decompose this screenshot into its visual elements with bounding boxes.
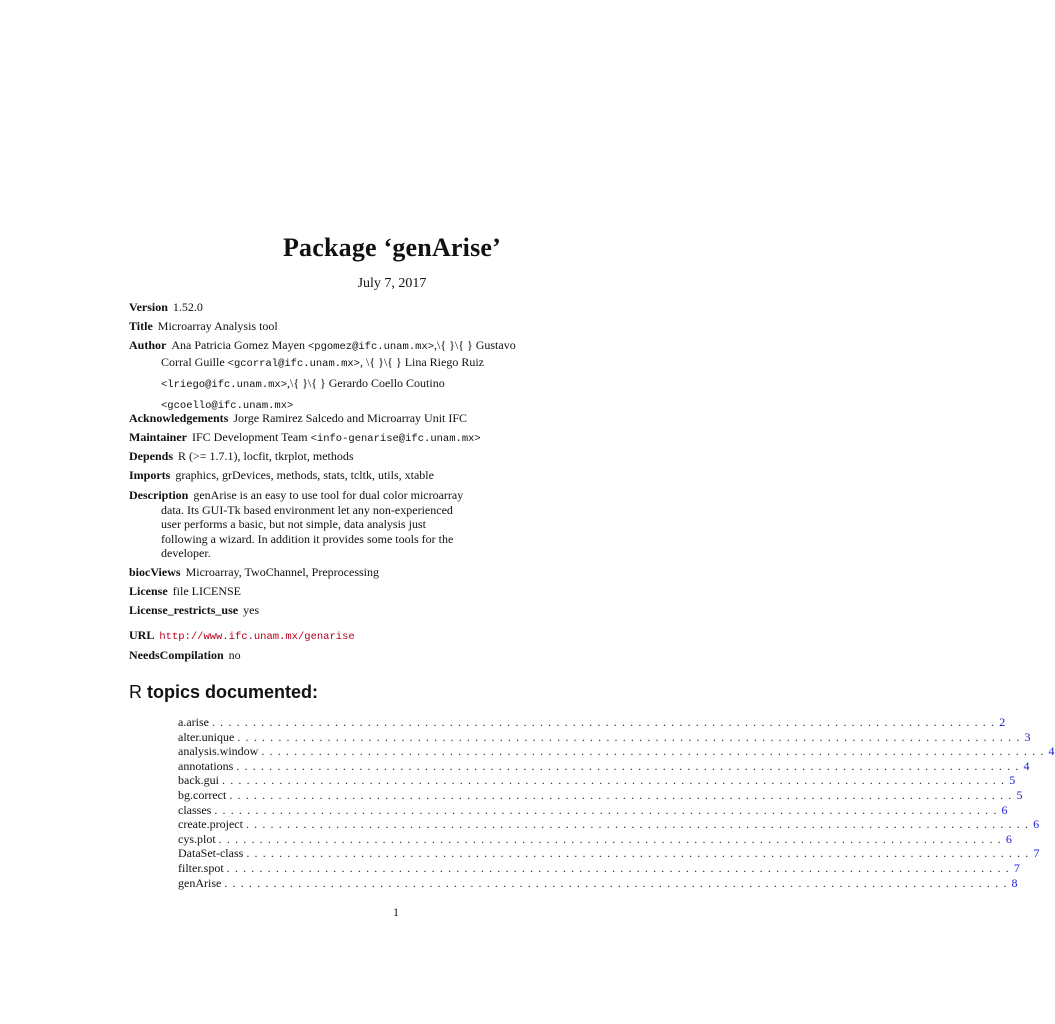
toc-entry[interactable]: [178, 773, 1016, 788]
toc-entry[interactable]: [178, 729, 1031, 745]
license-restricts-value: yes: [243, 603, 260, 617]
toc-entry-page-link[interactable]: 4: [1023, 758, 1030, 773]
description-line-3: user performs a basic, but not simple, data analysis just: [161, 517, 426, 531]
author-email-1: <pgomez@ifc.unam.mx>: [307, 341, 434, 353]
description-text-1: genArise is an easy to use tool for dual color microarray: [193, 488, 464, 502]
toc-entry[interactable]: [178, 860, 1020, 876]
version-key: Version: [129, 300, 168, 314]
toc-leader-dots: ................................................................................................: [236, 758, 1024, 773]
page-number: 1: [393, 905, 399, 919]
toc-entry-page-link[interactable]: 8: [1011, 875, 1018, 890]
acknowledgements-key: Acknowledgements: [129, 411, 229, 425]
depends-key: Depends: [129, 449, 174, 463]
author-name-1: Ana Patricia Gomez Mayen: [171, 338, 308, 352]
needs-compilation-key: NeedsCompilation: [129, 648, 224, 662]
toc-leader-dots: ................................................................................................: [261, 744, 1049, 759]
author-field: [129, 338, 589, 414]
toc-entry[interactable]: [178, 787, 1023, 803]
author-sep-3: ,\{ }\{ } Gerardo Coello Coutino: [287, 376, 445, 390]
toc-entry-name[interactable]: classes: [178, 803, 214, 818]
toc-entry-page-link[interactable]: 5: [1016, 787, 1023, 802]
url-key: URL: [129, 628, 155, 642]
toc-leader-dots: ................................................................................................: [237, 729, 1025, 744]
version-field: [129, 300, 549, 315]
url-field: [129, 628, 549, 645]
toc-leader-dots: ................................................................................................: [245, 817, 1034, 832]
date: July 7, 2017: [357, 276, 427, 291]
author-email-4: <gcoello@ifc.unam.mx>: [161, 400, 294, 412]
maintainer-email: <info-genarise@ifc.unam.mx>: [310, 433, 481, 445]
page-title: Package ‘genArise’: [282, 233, 502, 262]
toc-entry-name[interactable]: cys.plot: [178, 832, 219, 847]
biocviews-field: [129, 565, 549, 580]
title-key: Title: [129, 319, 153, 333]
biocviews-key: biocViews: [129, 565, 181, 579]
license-restricts-key: License_restricts_use: [129, 603, 239, 617]
license-value: file LICENSE: [172, 584, 241, 598]
acknowledgements-value: Jorge Ramirez Salcedo and Microarray Unit IFC: [233, 411, 468, 425]
title-value: Microarray Analysis tool: [157, 319, 278, 333]
toc-heading-r: R: [129, 682, 142, 702]
needs-compilation-value: no: [228, 648, 241, 662]
author-line-1: [129, 338, 589, 355]
toc-heading: [129, 682, 318, 703]
toc-entry-name[interactable]: genArise: [178, 876, 224, 891]
toc-leader-dots: ................................................................................................: [246, 846, 1034, 861]
acknowledgements-field: [129, 411, 609, 426]
toc-entry-name[interactable]: create.project: [178, 817, 246, 832]
author-key: Author: [129, 338, 167, 352]
maintainer-field: [129, 430, 609, 447]
toc-entry-page-link[interactable]: 7: [1013, 860, 1020, 875]
maintainer-value: IFC Development Team: [192, 430, 311, 444]
toc-leader-dots: ................................................................................................: [222, 773, 1010, 788]
license-field: [129, 584, 549, 599]
toc-entry[interactable]: [178, 715, 1006, 730]
url-link[interactable]: http://www.ifc.unam.mx/genarise: [159, 631, 355, 643]
toc-entry[interactable]: [178, 875, 1018, 891]
depends-value: R (>= 1.7.1), locfit, tkrplot, methods: [178, 449, 354, 463]
toc-leader-dots: ................................................................................................: [218, 831, 1006, 846]
title-field: [129, 319, 549, 334]
toc-leader-dots: ................................................................................................: [229, 787, 1017, 802]
maintainer-key: Maintainer: [129, 430, 187, 444]
description-line-5: developer.: [161, 546, 211, 560]
depends-field: [129, 449, 549, 464]
toc-entry[interactable]: [178, 744, 1055, 759]
imports-field: [129, 468, 609, 483]
toc-entry-page-link[interactable]: 3: [1024, 729, 1031, 744]
description-line-4: following a wizard. In addition it provides some tools for the: [161, 531, 454, 546]
imports-value: graphics, grDevices, methods, stats, tcltk, utils, xtable: [175, 468, 434, 482]
version-value: 1.52.0: [172, 300, 203, 314]
toc-entry-page-link[interactable]: 6: [1005, 831, 1012, 846]
toc-leader-dots: ................................................................................................: [211, 715, 1000, 729]
toc-entry-page-link[interactable]: 7: [1033, 846, 1040, 861]
imports-key: Imports: [129, 468, 171, 482]
toc-entry-name[interactable]: filter.spot: [178, 861, 227, 876]
toc-leader-dots: ................................................................................................: [224, 875, 1012, 890]
toc-entry-name[interactable]: alter.unique: [178, 730, 237, 745]
description-field: [129, 488, 549, 561]
toc-entry[interactable]: [178, 831, 1012, 847]
author-sep-1: ,\{ }\{ } Gustavo: [434, 338, 516, 352]
author-line-3: [161, 376, 589, 393]
author-email-3: <lriego@ifc.unam.mx>: [161, 379, 288, 391]
needs-compilation-field: [129, 648, 549, 663]
author-name-2: Corral Guille: [161, 355, 228, 369]
author-email-2: <gcorral@ifc.unam.mx>: [227, 358, 360, 370]
toc-entry-page-link[interactable]: 6: [1001, 802, 1008, 817]
license-key: License: [129, 584, 168, 598]
toc-leader-dots: ................................................................................................: [226, 860, 1014, 875]
biocviews-value: Microarray, TwoChannel, Preprocessing: [185, 565, 380, 579]
toc-leader-dots: ................................................................................................: [214, 802, 1002, 817]
toc-entry[interactable]: [178, 758, 1030, 774]
toc-heading-text: topics documented:: [142, 682, 319, 702]
toc-entry[interactable]: [178, 802, 1008, 818]
license-restricts-field: [129, 603, 549, 618]
toc-entry-page-link[interactable]: 6: [1033, 817, 1040, 832]
toc-entry-name[interactable]: DataSet-class: [178, 846, 246, 861]
toc-entry-name[interactable]: a.arise: [178, 715, 212, 730]
description-line-2: data. Its GUI-Tk based environment let any non-experienced: [161, 502, 453, 517]
toc-entry[interactable]: [178, 846, 1040, 861]
author-sep-2: , \{ }\{ } Lina Riego Ruiz: [359, 355, 485, 369]
description-line-1: [129, 488, 549, 503]
toc-entry-name[interactable]: analysis.window: [178, 744, 261, 759]
toc-entry-page-link[interactable]: 4: [1048, 744, 1055, 759]
author-line-2: [161, 355, 589, 372]
description-key: Description: [129, 488, 189, 502]
toc-entry-page-link[interactable]: 5: [1009, 773, 1016, 788]
toc-entry-name[interactable]: annotations: [178, 759, 236, 774]
toc-entry-name[interactable]: back.gui: [178, 773, 222, 788]
toc-entry[interactable]: [178, 817, 1040, 832]
toc-entry-page-link[interactable]: 2: [999, 715, 1006, 729]
toc-list: [178, 715, 1055, 890]
toc-entry-name[interactable]: bg.correct: [178, 788, 229, 803]
